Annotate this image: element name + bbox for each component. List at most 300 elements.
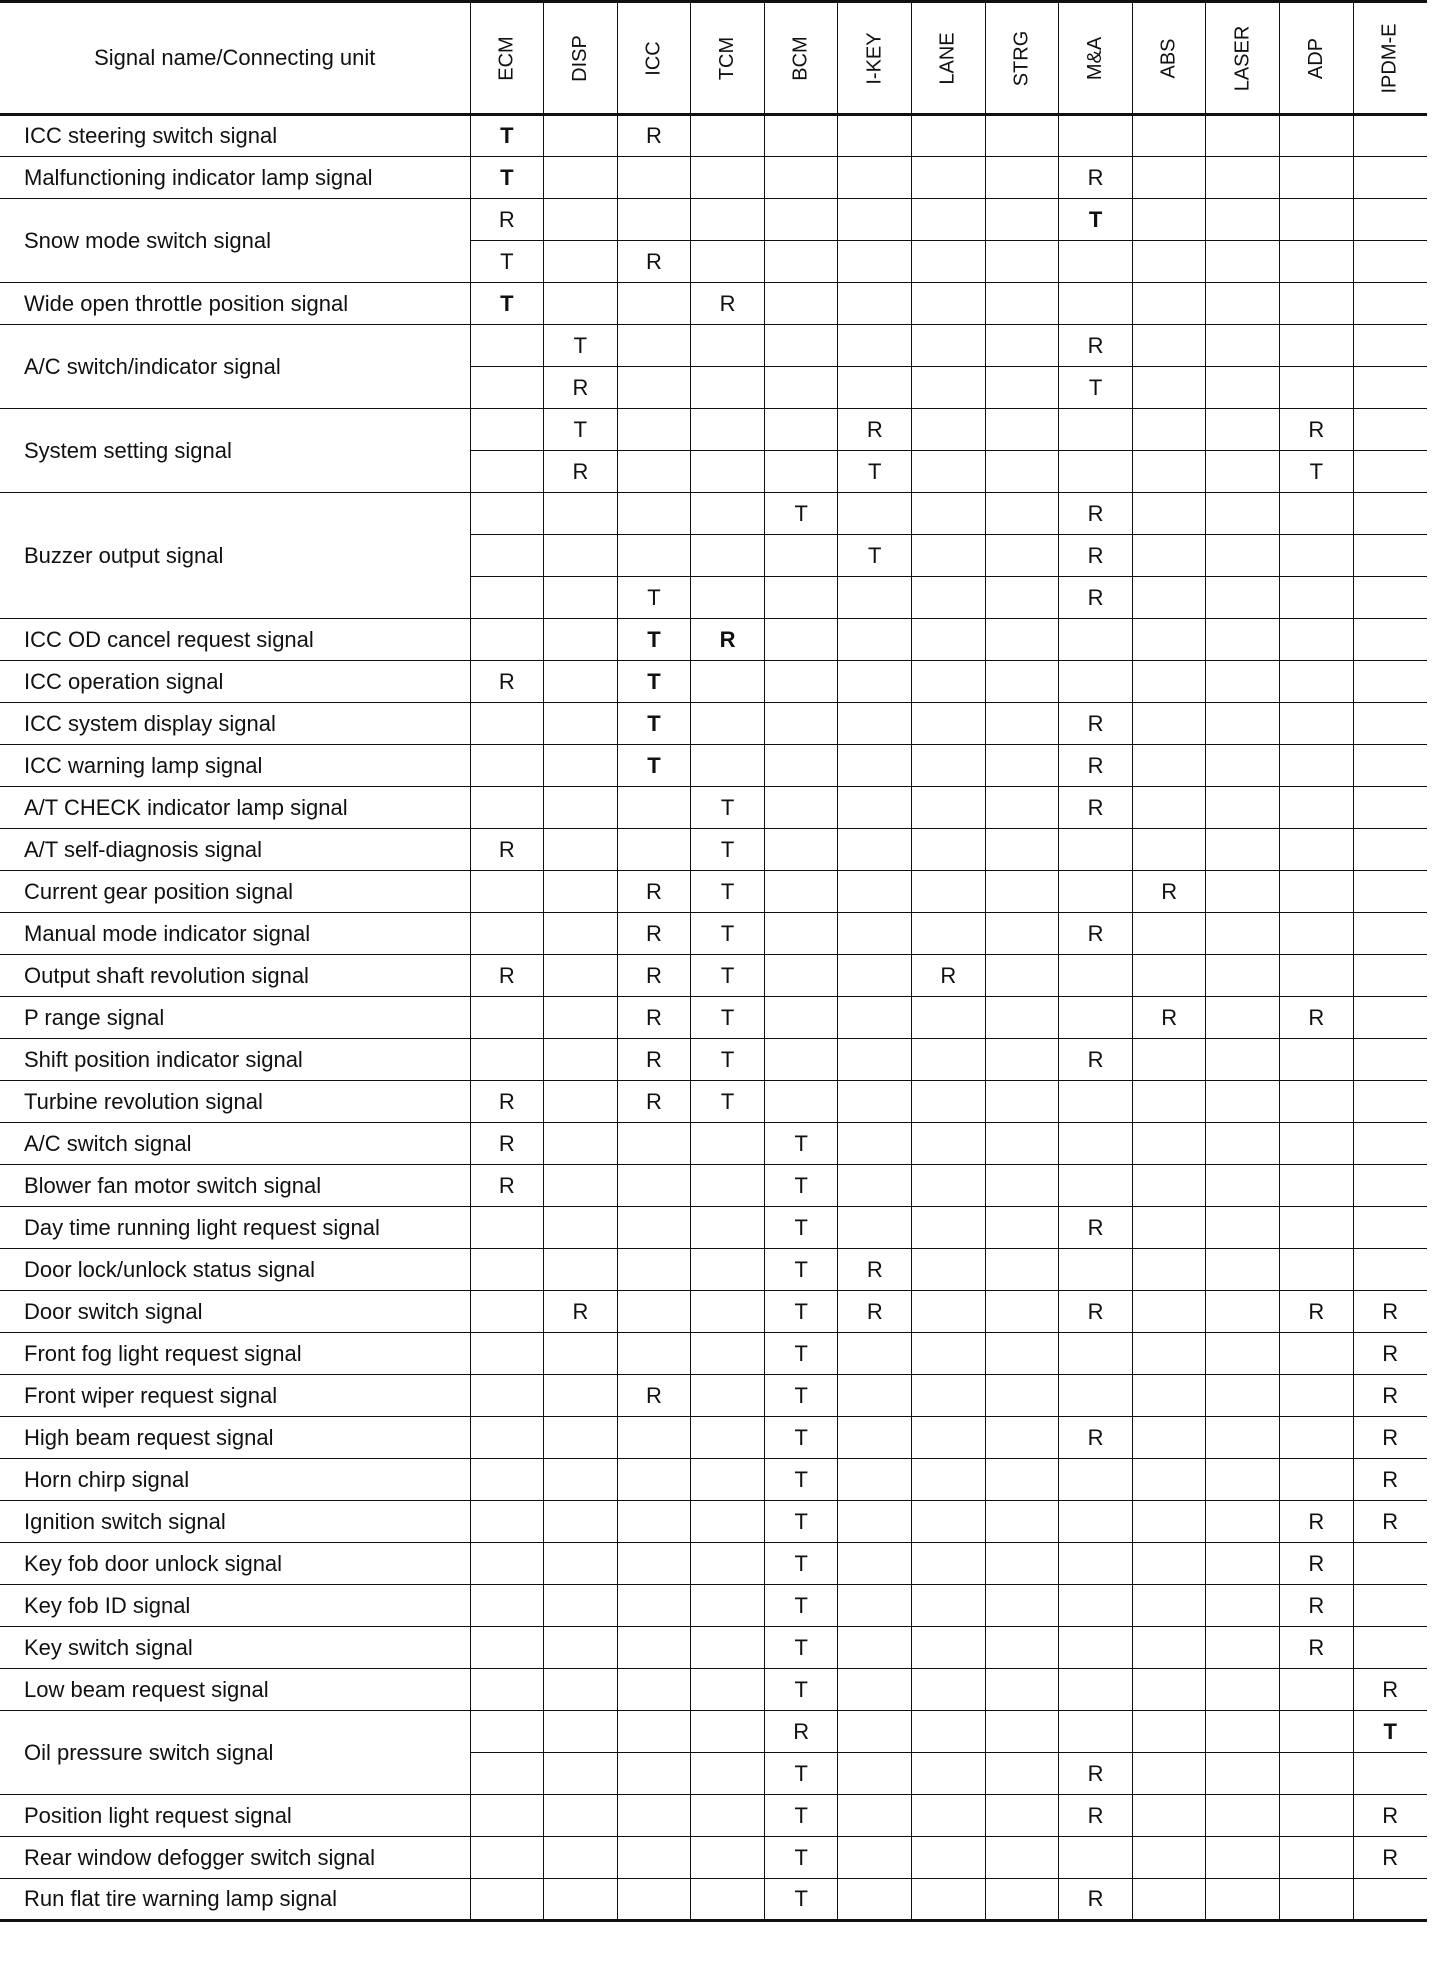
matrix-cell bbox=[838, 871, 912, 913]
matrix-cell bbox=[838, 661, 912, 703]
matrix-cell bbox=[1059, 1501, 1133, 1543]
matrix-cell bbox=[1132, 1711, 1206, 1753]
matrix-cell bbox=[1206, 577, 1280, 619]
table-row bbox=[0, 1711, 1427, 1753]
matrix-cell bbox=[617, 157, 691, 199]
matrix-cell bbox=[985, 1669, 1059, 1711]
matrix-cell bbox=[1206, 535, 1280, 577]
matrix-cell bbox=[1353, 1249, 1427, 1291]
matrix-cell bbox=[691, 409, 765, 451]
matrix-cell: T bbox=[691, 787, 765, 829]
matrix-cell bbox=[470, 493, 544, 535]
matrix-cell bbox=[1059, 1165, 1133, 1207]
matrix-cell bbox=[544, 745, 618, 787]
signal-name-cell: A/C switch signal bbox=[0, 1123, 470, 1165]
matrix-cell bbox=[1280, 619, 1354, 661]
matrix-cell bbox=[985, 829, 1059, 871]
matrix-cell bbox=[1353, 787, 1427, 829]
matrix-cell bbox=[985, 661, 1059, 703]
matrix-cell bbox=[544, 1879, 618, 1921]
matrix-cell bbox=[985, 1627, 1059, 1669]
matrix-cell bbox=[1206, 1669, 1280, 1711]
matrix-cell bbox=[470, 871, 544, 913]
matrix-cell bbox=[838, 157, 912, 199]
matrix-cell bbox=[838, 1039, 912, 1081]
matrix-cell bbox=[985, 1249, 1059, 1291]
matrix-cell bbox=[1132, 1375, 1206, 1417]
matrix-cell bbox=[1132, 1081, 1206, 1123]
matrix-cell bbox=[1353, 913, 1427, 955]
matrix-cell bbox=[617, 1417, 691, 1459]
matrix-cell: T bbox=[617, 619, 691, 661]
matrix-cell bbox=[1280, 913, 1354, 955]
table-row bbox=[0, 787, 1427, 829]
matrix-cell: R bbox=[1059, 1417, 1133, 1459]
matrix-cell: T bbox=[470, 115, 544, 157]
matrix-cell bbox=[544, 115, 618, 157]
matrix-cell: T bbox=[764, 1123, 838, 1165]
matrix-cell bbox=[838, 1753, 912, 1795]
matrix-cell bbox=[470, 451, 544, 493]
matrix-cell bbox=[617, 1333, 691, 1375]
matrix-cell bbox=[691, 703, 765, 745]
matrix-cell: T bbox=[838, 451, 912, 493]
matrix-cell: R bbox=[544, 1291, 618, 1333]
matrix-cell bbox=[617, 1165, 691, 1207]
unit-label: LANE bbox=[936, 31, 959, 85]
matrix-cell: T bbox=[470, 283, 544, 325]
matrix-cell bbox=[617, 1501, 691, 1543]
matrix-cell: R bbox=[617, 1375, 691, 1417]
matrix-cell bbox=[1206, 1165, 1280, 1207]
matrix-cell bbox=[838, 577, 912, 619]
matrix-cell bbox=[1206, 1291, 1280, 1333]
matrix-cell: R bbox=[1353, 1375, 1427, 1417]
matrix-cell bbox=[470, 619, 544, 661]
matrix-cell: R bbox=[1132, 997, 1206, 1039]
matrix-cell bbox=[1059, 1333, 1133, 1375]
matrix-cell bbox=[838, 1543, 912, 1585]
matrix-cell bbox=[1132, 325, 1206, 367]
matrix-cell bbox=[470, 409, 544, 451]
matrix-cell bbox=[838, 115, 912, 157]
matrix-cell bbox=[470, 535, 544, 577]
matrix-cell bbox=[470, 1207, 544, 1249]
matrix-cell bbox=[1280, 1795, 1354, 1837]
matrix-cell bbox=[1280, 1753, 1354, 1795]
matrix-cell: R bbox=[1059, 1879, 1133, 1921]
matrix-cell bbox=[1059, 409, 1133, 451]
matrix-cell bbox=[1353, 829, 1427, 871]
matrix-cell: R bbox=[1059, 157, 1133, 199]
matrix-cell bbox=[912, 1375, 986, 1417]
matrix-cell bbox=[1280, 283, 1354, 325]
matrix-cell: R bbox=[1059, 913, 1133, 955]
matrix-cell bbox=[1206, 1879, 1280, 1921]
matrix-cell bbox=[1059, 1837, 1133, 1879]
matrix-cell: R bbox=[617, 955, 691, 997]
matrix-cell bbox=[764, 283, 838, 325]
matrix-cell bbox=[1206, 157, 1280, 199]
signal-name-cell: Output shaft revolution signal bbox=[0, 955, 470, 997]
matrix-cell: T bbox=[764, 1165, 838, 1207]
matrix-cell bbox=[544, 241, 618, 283]
matrix-cell bbox=[985, 1543, 1059, 1585]
signal-name-cell: A/T self-diagnosis signal bbox=[0, 829, 470, 871]
matrix-cell bbox=[1059, 1585, 1133, 1627]
matrix-cell bbox=[912, 577, 986, 619]
matrix-cell bbox=[617, 1879, 691, 1921]
unit-label: DISP bbox=[568, 34, 591, 82]
matrix-cell: R bbox=[617, 997, 691, 1039]
matrix-cell bbox=[470, 577, 544, 619]
table-row bbox=[0, 1543, 1427, 1585]
matrix-cell bbox=[985, 1501, 1059, 1543]
matrix-cell bbox=[544, 1795, 618, 1837]
matrix-cell: R bbox=[470, 829, 544, 871]
matrix-cell bbox=[912, 913, 986, 955]
matrix-cell: T bbox=[544, 409, 618, 451]
matrix-cell bbox=[470, 1459, 544, 1501]
matrix-cell bbox=[985, 1165, 1059, 1207]
matrix-cell bbox=[617, 1543, 691, 1585]
matrix-cell bbox=[764, 535, 838, 577]
matrix-cell bbox=[1206, 1711, 1280, 1753]
table-row bbox=[0, 1879, 1427, 1921]
matrix-cell bbox=[1132, 1669, 1206, 1711]
matrix-cell: R bbox=[1132, 871, 1206, 913]
unit-column-header bbox=[1280, 2, 1354, 115]
table-row bbox=[0, 493, 1427, 535]
matrix-cell bbox=[838, 745, 912, 787]
matrix-cell bbox=[1132, 1417, 1206, 1459]
matrix-cell bbox=[1353, 409, 1427, 451]
matrix-cell bbox=[838, 1207, 912, 1249]
matrix-cell bbox=[1059, 619, 1133, 661]
matrix-cell bbox=[617, 1795, 691, 1837]
matrix-cell bbox=[617, 325, 691, 367]
matrix-cell bbox=[985, 367, 1059, 409]
matrix-cell bbox=[985, 1879, 1059, 1921]
matrix-cell bbox=[470, 1333, 544, 1375]
matrix-cell bbox=[617, 787, 691, 829]
matrix-cell bbox=[912, 157, 986, 199]
matrix-cell bbox=[617, 1459, 691, 1501]
matrix-cell bbox=[544, 283, 618, 325]
matrix-cell: T bbox=[764, 1543, 838, 1585]
matrix-cell bbox=[1206, 409, 1280, 451]
matrix-cell: R bbox=[617, 115, 691, 157]
matrix-cell bbox=[470, 1291, 544, 1333]
signal-name-cell: Key switch signal bbox=[0, 1627, 470, 1669]
matrix-cell: T bbox=[764, 1459, 838, 1501]
matrix-cell bbox=[1206, 1249, 1280, 1291]
matrix-cell bbox=[1206, 1207, 1280, 1249]
matrix-cell bbox=[1059, 1711, 1133, 1753]
unit-column-header bbox=[985, 2, 1059, 115]
unit-column-header bbox=[1353, 2, 1427, 115]
matrix-cell: T bbox=[470, 157, 544, 199]
matrix-cell bbox=[691, 661, 765, 703]
table-row bbox=[0, 409, 1427, 451]
matrix-cell: T bbox=[617, 577, 691, 619]
matrix-cell bbox=[544, 871, 618, 913]
matrix-cell bbox=[1132, 409, 1206, 451]
matrix-cell bbox=[1280, 1039, 1354, 1081]
matrix-cell bbox=[544, 1753, 618, 1795]
matrix-cell bbox=[617, 1669, 691, 1711]
table-row bbox=[0, 997, 1427, 1039]
matrix-cell bbox=[1280, 661, 1354, 703]
matrix-cell: R bbox=[838, 1249, 912, 1291]
unit-column-header bbox=[912, 2, 986, 115]
matrix-cell bbox=[912, 1291, 986, 1333]
matrix-cell bbox=[1280, 787, 1354, 829]
matrix-cell bbox=[1206, 787, 1280, 829]
matrix-cell bbox=[1206, 1837, 1280, 1879]
matrix-cell: R bbox=[1353, 1795, 1427, 1837]
signal-name-cell: Key fob ID signal bbox=[0, 1585, 470, 1627]
matrix-cell bbox=[912, 1711, 986, 1753]
matrix-cell bbox=[764, 955, 838, 997]
matrix-cell bbox=[1280, 367, 1354, 409]
matrix-cell bbox=[764, 703, 838, 745]
matrix-cell: R bbox=[1059, 1207, 1133, 1249]
matrix-cell bbox=[544, 1123, 618, 1165]
matrix-cell bbox=[985, 703, 1059, 745]
matrix-cell bbox=[985, 1375, 1059, 1417]
matrix-cell bbox=[1059, 955, 1133, 997]
table-row bbox=[0, 1501, 1427, 1543]
matrix-cell bbox=[1206, 745, 1280, 787]
matrix-cell: R bbox=[1353, 1837, 1427, 1879]
signal-name-cell: Horn chirp signal bbox=[0, 1459, 470, 1501]
matrix-cell bbox=[1353, 1753, 1427, 1795]
signal-name-cell: Buzzer output signal bbox=[0, 493, 470, 619]
unit-label: ADP bbox=[1304, 37, 1327, 79]
matrix-cell bbox=[838, 1585, 912, 1627]
matrix-cell bbox=[691, 1501, 765, 1543]
signal-name-cell: Door lock/unlock status signal bbox=[0, 1249, 470, 1291]
signal-name-cell: Low beam request signal bbox=[0, 1669, 470, 1711]
matrix-cell bbox=[1353, 241, 1427, 283]
unit-column-header bbox=[1206, 2, 1280, 115]
matrix-cell bbox=[985, 787, 1059, 829]
matrix-cell bbox=[912, 1123, 986, 1165]
matrix-cell bbox=[544, 535, 618, 577]
matrix-cell bbox=[691, 115, 765, 157]
matrix-cell bbox=[1059, 241, 1133, 283]
matrix-cell: R bbox=[1059, 1753, 1133, 1795]
matrix-cell bbox=[691, 1543, 765, 1585]
matrix-cell bbox=[764, 829, 838, 871]
matrix-cell bbox=[1132, 661, 1206, 703]
matrix-cell bbox=[691, 1207, 765, 1249]
matrix-cell bbox=[544, 913, 618, 955]
table-row bbox=[0, 1585, 1427, 1627]
matrix-cell: T bbox=[764, 1879, 838, 1921]
matrix-cell bbox=[1059, 115, 1133, 157]
matrix-cell: R bbox=[470, 199, 544, 241]
matrix-cell bbox=[912, 1543, 986, 1585]
matrix-cell bbox=[544, 1081, 618, 1123]
matrix-cell bbox=[1280, 1207, 1354, 1249]
matrix-cell bbox=[1280, 1081, 1354, 1123]
matrix-cell: T bbox=[1059, 199, 1133, 241]
matrix-cell bbox=[1280, 241, 1354, 283]
matrix-cell bbox=[470, 1669, 544, 1711]
matrix-cell bbox=[985, 619, 1059, 661]
matrix-cell bbox=[985, 1333, 1059, 1375]
matrix-cell bbox=[691, 1711, 765, 1753]
matrix-cell bbox=[912, 241, 986, 283]
matrix-cell bbox=[617, 535, 691, 577]
table-row bbox=[0, 1375, 1427, 1417]
matrix-cell bbox=[1132, 1459, 1206, 1501]
matrix-cell bbox=[1280, 1711, 1354, 1753]
matrix-cell bbox=[1280, 325, 1354, 367]
matrix-cell: T bbox=[838, 535, 912, 577]
matrix-cell bbox=[1059, 451, 1133, 493]
matrix-cell bbox=[1206, 1039, 1280, 1081]
matrix-cell bbox=[1132, 913, 1206, 955]
table-row bbox=[0, 157, 1427, 199]
matrix-cell bbox=[1132, 829, 1206, 871]
matrix-cell bbox=[1280, 1417, 1354, 1459]
matrix-cell bbox=[470, 1501, 544, 1543]
matrix-cell bbox=[838, 997, 912, 1039]
matrix-cell bbox=[1206, 871, 1280, 913]
matrix-cell: R bbox=[470, 1081, 544, 1123]
matrix-cell bbox=[1206, 1081, 1280, 1123]
matrix-cell: R bbox=[1353, 1333, 1427, 1375]
signal-name-cell: ICC steering switch signal bbox=[0, 115, 470, 157]
matrix-cell bbox=[544, 619, 618, 661]
matrix-cell bbox=[1132, 451, 1206, 493]
matrix-cell bbox=[838, 1081, 912, 1123]
matrix-cell bbox=[764, 577, 838, 619]
matrix-cell bbox=[985, 1795, 1059, 1837]
matrix-cell bbox=[838, 1837, 912, 1879]
matrix-cell bbox=[912, 1501, 986, 1543]
matrix-cell bbox=[1132, 1753, 1206, 1795]
matrix-cell bbox=[691, 241, 765, 283]
matrix-cell bbox=[1059, 1249, 1133, 1291]
unit-label: TCM bbox=[716, 36, 739, 80]
matrix-cell bbox=[1280, 535, 1354, 577]
table-header-row bbox=[0, 2, 1427, 115]
matrix-cell: R bbox=[1059, 577, 1133, 619]
matrix-cell bbox=[1206, 1123, 1280, 1165]
matrix-cell bbox=[1059, 1459, 1133, 1501]
matrix-cell bbox=[691, 1123, 765, 1165]
matrix-cell bbox=[1132, 1585, 1206, 1627]
matrix-cell bbox=[985, 325, 1059, 367]
matrix-cell bbox=[1132, 199, 1206, 241]
signal-name-cell: High beam request signal bbox=[0, 1417, 470, 1459]
matrix-cell bbox=[1206, 829, 1280, 871]
signal-name-cell: Ignition switch signal bbox=[0, 1501, 470, 1543]
matrix-cell bbox=[1280, 829, 1354, 871]
signal-name-cell: Blower fan motor switch signal bbox=[0, 1165, 470, 1207]
matrix-cell bbox=[617, 1123, 691, 1165]
matrix-cell: R bbox=[691, 283, 765, 325]
matrix-cell: R bbox=[1059, 1291, 1133, 1333]
matrix-cell: T bbox=[691, 955, 765, 997]
matrix-cell bbox=[1206, 115, 1280, 157]
matrix-cell bbox=[985, 241, 1059, 283]
matrix-cell: R bbox=[544, 451, 618, 493]
matrix-cell bbox=[470, 367, 544, 409]
table-row bbox=[0, 1249, 1427, 1291]
matrix-cell bbox=[1132, 1123, 1206, 1165]
matrix-cell bbox=[470, 1039, 544, 1081]
matrix-cell bbox=[912, 871, 986, 913]
signal-name-cell: Day time running light request signal bbox=[0, 1207, 470, 1249]
matrix-cell bbox=[838, 829, 912, 871]
matrix-cell: R bbox=[1280, 1543, 1354, 1585]
matrix-cell bbox=[912, 703, 986, 745]
matrix-cell bbox=[1132, 703, 1206, 745]
matrix-cell bbox=[764, 115, 838, 157]
table-row bbox=[0, 1165, 1427, 1207]
matrix-cell bbox=[838, 1375, 912, 1417]
table-row bbox=[0, 1417, 1427, 1459]
table-row bbox=[0, 871, 1427, 913]
matrix-cell bbox=[1132, 955, 1206, 997]
matrix-cell bbox=[1280, 955, 1354, 997]
table-row bbox=[0, 1207, 1427, 1249]
signal-name-cell: Oil pressure switch signal bbox=[0, 1711, 470, 1795]
matrix-cell bbox=[1206, 199, 1280, 241]
matrix-cell bbox=[838, 1795, 912, 1837]
matrix-cell bbox=[1353, 283, 1427, 325]
matrix-cell bbox=[912, 1207, 986, 1249]
matrix-cell bbox=[544, 1039, 618, 1081]
matrix-cell bbox=[1206, 241, 1280, 283]
matrix-cell bbox=[1206, 997, 1280, 1039]
matrix-cell bbox=[1280, 1669, 1354, 1711]
matrix-cell bbox=[544, 661, 618, 703]
matrix-cell bbox=[1280, 577, 1354, 619]
matrix-cell bbox=[1132, 577, 1206, 619]
matrix-cell bbox=[1059, 1081, 1133, 1123]
matrix-cell: T bbox=[691, 1081, 765, 1123]
matrix-cell bbox=[1353, 745, 1427, 787]
matrix-cell bbox=[985, 1291, 1059, 1333]
matrix-cell bbox=[544, 1711, 618, 1753]
matrix-cell bbox=[544, 829, 618, 871]
matrix-cell bbox=[838, 1627, 912, 1669]
matrix-cell bbox=[912, 1249, 986, 1291]
matrix-cell bbox=[1353, 157, 1427, 199]
matrix-cell: T bbox=[691, 997, 765, 1039]
matrix-cell bbox=[691, 577, 765, 619]
matrix-cell bbox=[838, 619, 912, 661]
matrix-cell bbox=[1132, 745, 1206, 787]
matrix-cell bbox=[1206, 703, 1280, 745]
matrix-cell bbox=[470, 787, 544, 829]
matrix-cell bbox=[1206, 619, 1280, 661]
matrix-cell bbox=[1132, 1249, 1206, 1291]
matrix-cell: R bbox=[1059, 703, 1133, 745]
matrix-cell bbox=[912, 1039, 986, 1081]
matrix-cell bbox=[1132, 367, 1206, 409]
matrix-cell bbox=[691, 1879, 765, 1921]
matrix-cell bbox=[1206, 1501, 1280, 1543]
table-row bbox=[0, 1459, 1427, 1501]
matrix-cell bbox=[912, 1795, 986, 1837]
